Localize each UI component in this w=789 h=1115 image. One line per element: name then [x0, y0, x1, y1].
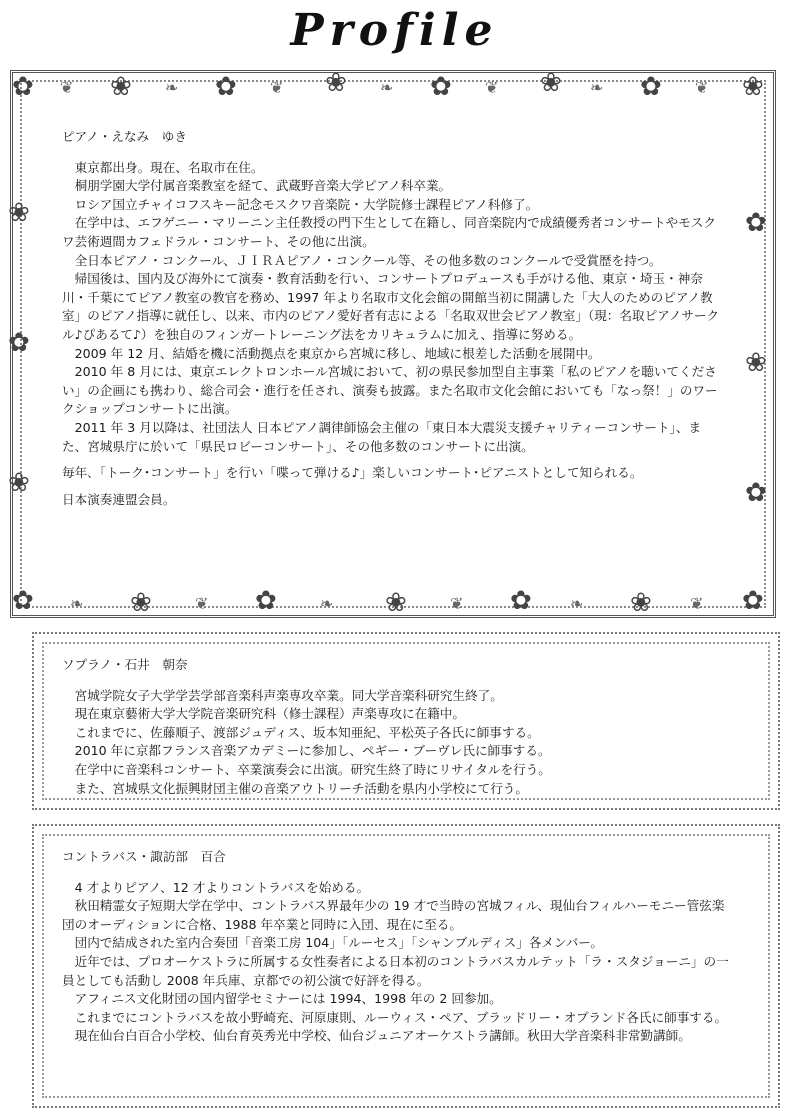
profile-paragraph: 東京都出身。現在、名取市在住。 — [74, 159, 264, 175]
profile-paragraph: 2010 年 8 月には、東京エレクトロンホール宮城において、初の県民参加型自主事業「私のピアノを聴いてください」の企画にも携わり、総合司会・進行を任され、演奏も披露。また名取市文化会館においても「なっ祭！」のワークショップコンサートに出演。 — [62, 364, 718, 417]
flower-icon: ❀ — [325, 68, 347, 98]
vine-icon: ❦ — [195, 594, 209, 613]
page-title: Profile — [290, 5, 499, 56]
profile-closing: 毎年､「トーク･コンサート」を行い「喋って弾ける♪」楽しいコンサート･ピアニストとして知られる。 — [62, 465, 643, 481]
vine-icon: ❦ — [690, 594, 704, 613]
profile-heading: ソプラノ・石井 朝奈 — [62, 657, 188, 672]
vine-icon: ❦ — [450, 594, 464, 613]
flower-icon: ❀ — [8, 198, 30, 228]
vine-icon: ❦ — [695, 78, 709, 97]
contrabass-profile — [62, 848, 730, 1046]
vine-icon: ❧ — [380, 78, 394, 97]
profile-paragraph: 現在仙台白百合小学校、仙台育英秀光中学校、仙台ジュニアオーケストラ講師。秋田大学音楽科非常勤講師。 — [74, 1028, 691, 1044]
profile-paragraph: 4 才よりピアノ、12 才よりコントラバスを始める。 — [74, 879, 370, 895]
profile-paragraph: これまでに、佐藤順子、渡部ジュディス、坂本知亜紀、平松英子各氏に師事する。 — [74, 724, 540, 740]
pianist-profile — [62, 128, 724, 509]
vine-icon: ❧ — [590, 78, 604, 97]
profile-paragraph: また、宮城県文化振興財団主催の音楽アウトリーチ活動を県内小学校にて行う。 — [74, 780, 528, 796]
profile-heading: ピアノ・えなみ ゆき — [62, 129, 187, 144]
profile-paragraph: 宮城学院女子大学学芸学部音楽科声楽専攻卒業。同大学音楽科研究生終了。 — [74, 687, 503, 703]
profile-membership: 日本演奏連盟会員。 — [62, 491, 176, 507]
vine-icon: ❦ — [270, 78, 284, 97]
profile-paragraph: アフィニス文化財団の国内留学セミナーには 1994、1998 年の 2 回参加。 — [74, 991, 502, 1007]
profile-paragraph: ロシア国立チャイコフスキー記念モスクワ音楽院・大学院修士課程ピアノ科修了。 — [74, 196, 539, 212]
flower-icon: ❀ — [385, 588, 407, 618]
profile-paragraph: 団内で結成された室内合奏団「音楽工房 104」「ルーセス」「シャンブルディス」各メンバー。 — [74, 935, 603, 951]
vine-icon: ❧ — [320, 594, 334, 613]
flower-icon: ✿ — [640, 72, 662, 102]
profile-paragraph: 2011 年 3 月以降は、社団法人 日本ピアノ調律師協会主催の「東日本大震災支援チャリティーコンサート」、また、宮城県庁に於いて「県民ロビーコンサート」、その他多数のコンサートに出演。 — [62, 419, 702, 454]
profile-paragraph: 2010 年に京都フランス音楽アカデミーに参加し、ペギー・ブーヴレ氏に師事する。 — [74, 743, 551, 759]
profile-paragraph: 桐朋学園大学付属音楽教室を経て、武蔵野音楽大学ピアノ科卒業。 — [74, 178, 452, 194]
flower-icon: ✿ — [430, 72, 452, 102]
vine-icon: ❧ — [70, 594, 84, 613]
flower-icon: ❀ — [745, 348, 767, 378]
profile-paragraph: 2009 年 12 月、結婚を機に活動拠点を東京から宮城に移し、地域に根差した活動を展開中。 — [74, 345, 601, 361]
flower-icon: ❀ — [8, 468, 30, 498]
flower-icon: ✿ — [8, 328, 30, 358]
profile-paragraph: 在学中は、エフゲニー・マリーニン主任教授の門下生として在籍し、同音楽院内で成績優秀者コンサートやモスクワ芸術週間カフェドラル・コンサート、その他に出演。 — [62, 215, 716, 249]
profile-paragraph: 近年では、プロオーケストラに所属する女性奏者による日本初のコントラバスカルテット「ラ・スタジョーニ」の一員としても活動し 2008 年兵庫、京都での初公演で好評を得る。 — [62, 953, 729, 988]
profile-paragraph: 在学中に音楽科コンサート、卒業演奏会に出演。研究生終了時にリサイタルを行う。 — [74, 761, 551, 777]
flower-icon: ❀ — [630, 588, 652, 618]
flower-icon: ✿ — [742, 586, 764, 616]
flower-icon: ❀ — [130, 588, 152, 618]
profile-paragraph: 現在東京藝術大学大学院音楽研究科（修士課程）声楽専攻に在籍中。 — [74, 706, 465, 722]
vine-icon: ❧ — [570, 594, 584, 613]
profile-paragraph: 秋田精霊女子短期大学在学中、コントラバス界最年少の 19 才で当時の宮城フィル、現仙台フィルハーモニー管弦楽団のオーディションに合格、1988 年卒業と同時に入団、現在に至る。 — [62, 898, 725, 932]
profile-heading: コントラバス・諏訪部 百合 — [62, 849, 226, 864]
vine-icon: ❧ — [165, 78, 179, 97]
flower-icon: ❀ — [742, 72, 764, 102]
vine-icon: ❦ — [60, 78, 74, 97]
profile-paragraph: これまでにコントラバスを故小野崎充、河原康則、ルーウィス・ペア、ブラッドリー・オプランド各氏に師事する。 — [74, 1009, 728, 1025]
flower-icon: ✿ — [745, 478, 767, 508]
profile-paragraph: 帰国後は、国内及び海外にて演奏・教育活動を行い、コンサートプロデュースも手がける他、東京・埼玉・神奈川・千葉にてピアノ教室の教官を務め、1997 年より名取市文化会館の開館当初に開講した「大人のためのピアノ教室」のピアノ指導に就任し、以来、市内のピアノ愛好者有志による「名取双世会ピアノ教室」（現：名取ピアノサークル♪ぴあるて♪）を独自のフィンガートレーニング法をカリキュラムに加え、指導に努める。 — [62, 271, 720, 342]
flower-icon: ✿ — [510, 586, 532, 616]
soprano-profile — [62, 656, 752, 798]
flower-icon: ✿ — [215, 72, 237, 102]
profile-paragraph: 全日本ピアノ・コンクール、ＪＩＲＡピアノ・コンクール等、その他多数のコンクールで受賞歴を持つ。 — [74, 252, 662, 268]
flower-icon: ✿ — [12, 586, 34, 616]
flower-icon: ❀ — [540, 68, 562, 98]
vine-icon: ❦ — [485, 78, 499, 97]
flower-icon: ❀ — [110, 72, 132, 102]
flower-icon: ✿ — [255, 586, 277, 616]
flower-icon: ✿ — [745, 208, 767, 238]
flower-icon: ✿ — [12, 72, 34, 102]
